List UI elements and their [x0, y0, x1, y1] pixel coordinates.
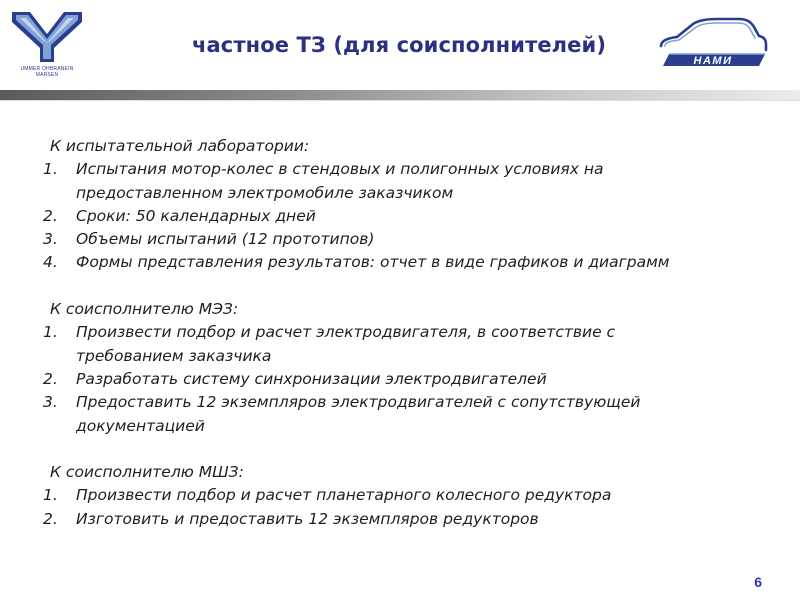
- content-body: [0, 135, 800, 531]
- section-title-mez: К соисполнителю МЭЗ:: [50, 300, 239, 319]
- list-number: 2.: [43, 509, 58, 528]
- list-item: [0, 391, 800, 438]
- left-logo: [10, 10, 84, 76]
- section-spacer: [0, 275, 800, 298]
- list-number: 3.: [43, 230, 58, 249]
- list-item: [0, 251, 800, 274]
- list-text-line: Объемы испытаний (12 прототипов): [76, 230, 375, 249]
- section-title-lab: К испытательной лаборатории:: [50, 137, 310, 155]
- header-divider-bar: [0, 90, 800, 100]
- car-outline-icon: [655, 10, 770, 80]
- list-text-line: Разработать систему синхронизации электродвигателей: [76, 369, 547, 388]
- list-item: [0, 321, 800, 368]
- list-number: 1.: [43, 323, 58, 342]
- list-text-line: Предоставить 12 экземпляров электродвигателей с сопутствующей: [76, 393, 641, 412]
- list-item: [0, 158, 800, 205]
- left-logo-caption: UMMER OHBRANEIN MARSEN: [20, 66, 74, 78]
- list-item: [0, 368, 800, 391]
- list-item: [0, 508, 800, 531]
- list-item: [0, 205, 800, 228]
- list-text-line: Произвести подбор и расчет электродвигателя, в соответствие с: [76, 323, 616, 342]
- list-number: 2.: [43, 369, 58, 388]
- list-number: 3.: [43, 393, 58, 412]
- m-shield-logo-icon: [10, 10, 84, 66]
- section-spacer: [0, 438, 800, 461]
- list-item: [0, 228, 800, 251]
- list-item: [0, 484, 800, 507]
- list-number: 4.: [43, 253, 58, 272]
- list-number: 1.: [43, 160, 58, 179]
- list-text-line: предоставленном электромобиле заказчиком: [76, 183, 454, 202]
- list-text-line: Произвести подбор и расчет планетарного колесного редуктора: [76, 486, 612, 505]
- list-text-line: требованием заказчика: [76, 346, 272, 365]
- list-text-line: Формы представления результатов: отчет в виде графиков и диаграмм: [76, 253, 670, 272]
- section-title-mshz: К соисполнителю МШЗ:: [50, 463, 244, 482]
- nami-logo: [655, 10, 770, 80]
- list-number: 2.: [43, 206, 58, 225]
- list-text-line: Испытания мотор-колес в стендовых и полигонных условиях на: [76, 160, 604, 179]
- list-text-line: Сроки: 50 календарных дней: [76, 206, 316, 225]
- list-number: 1.: [43, 486, 58, 505]
- page-number: 6: [754, 574, 762, 590]
- slide-header: [0, 0, 800, 88]
- page-title: частное ТЗ (для соисполнителей): [192, 33, 607, 57]
- nami-logo-text: НАМИ: [693, 55, 733, 67]
- header-divider-line: [0, 100, 800, 101]
- list-text-line: Изготовить и предоставить 12 экземпляров редукторов: [76, 509, 539, 528]
- list-text-line: документацией: [76, 416, 205, 435]
